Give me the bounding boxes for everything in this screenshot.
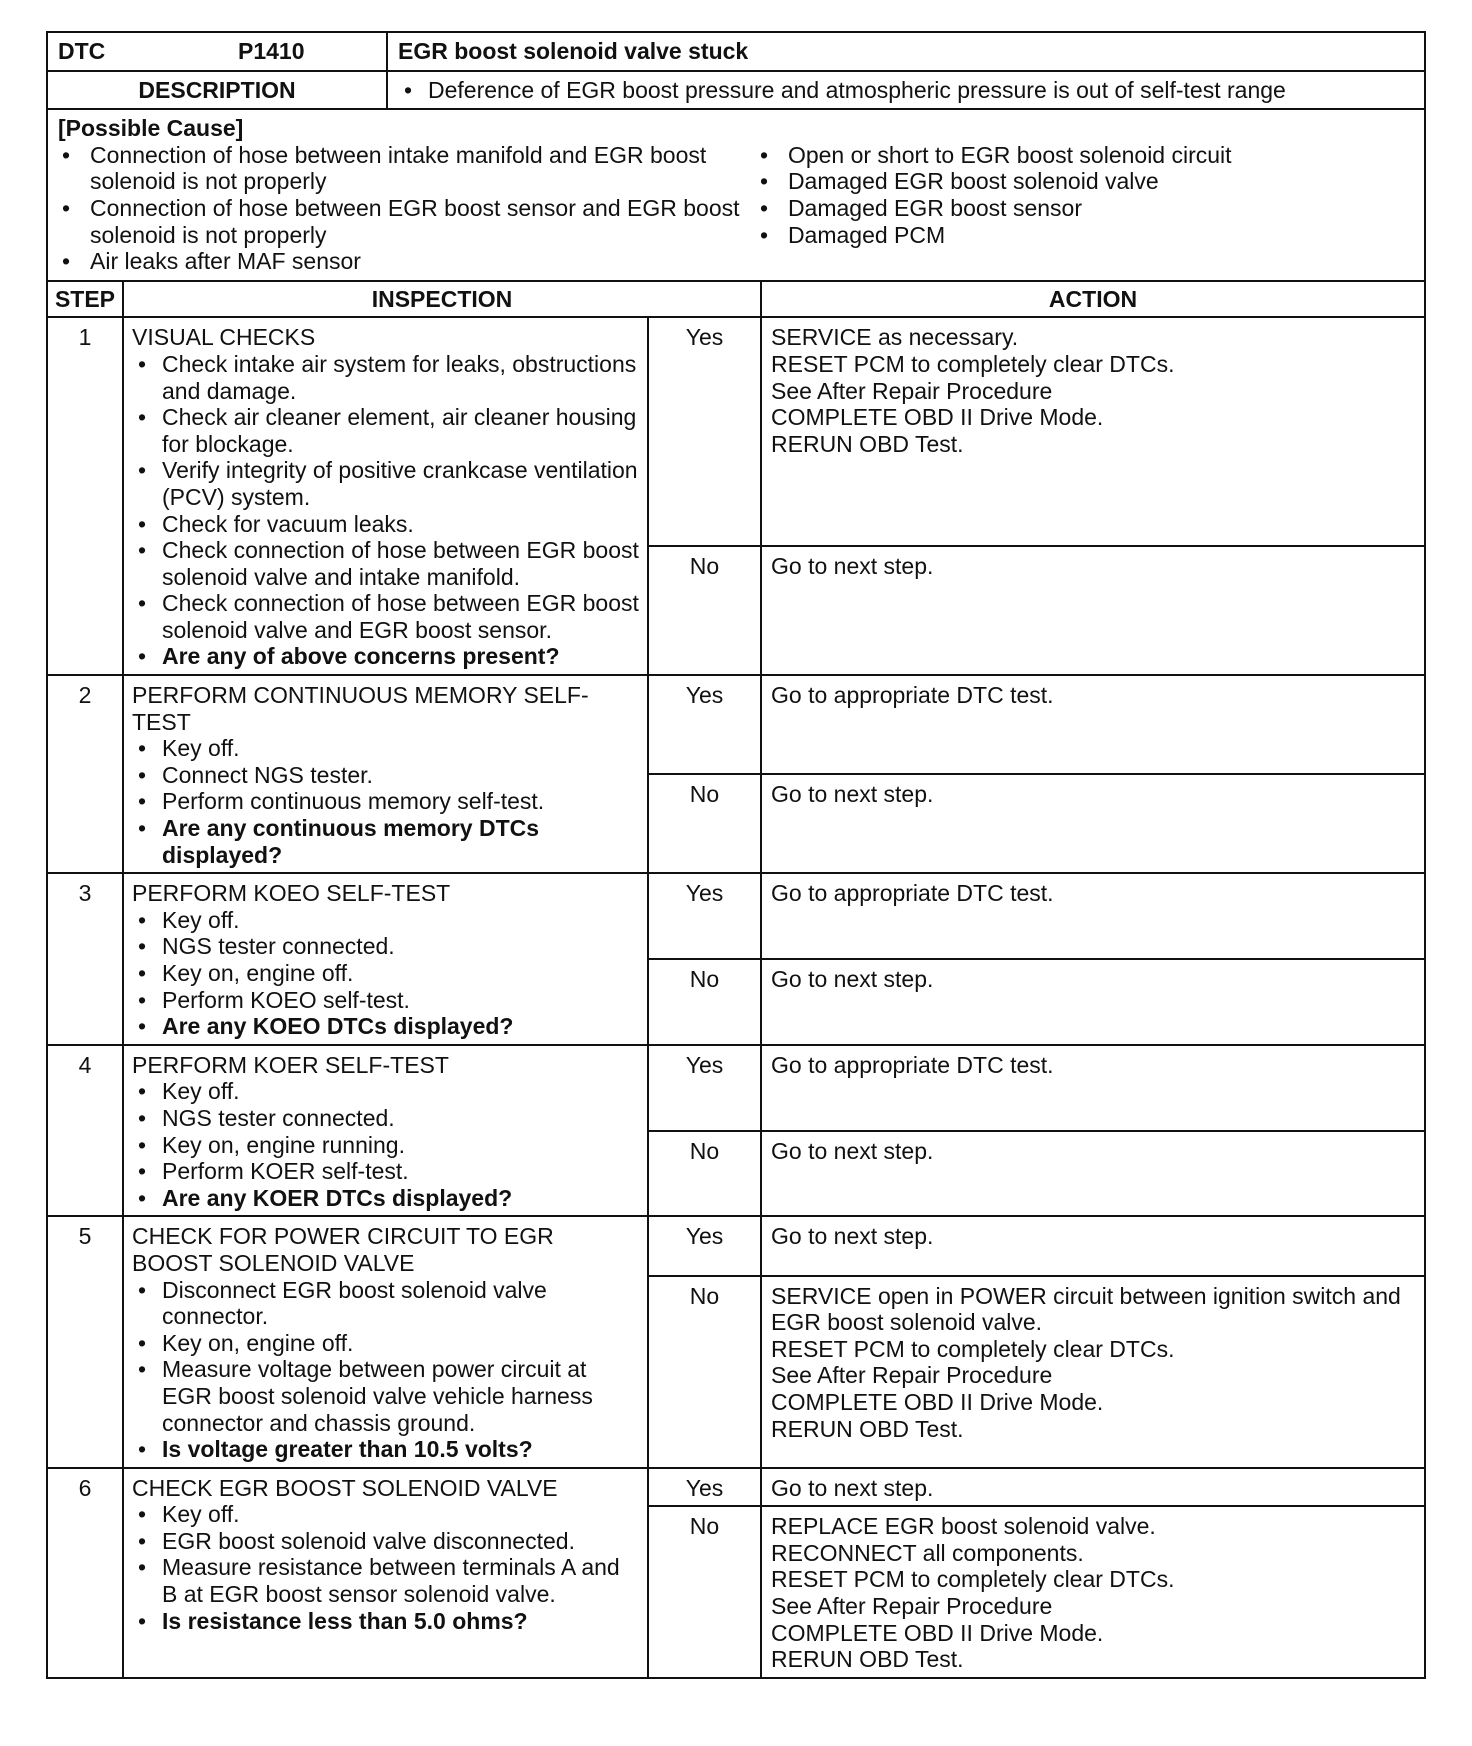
step-check-item: • EGR boost solenoid valve disconnected. [132,1528,639,1555]
step-row [47,675,1425,774]
dtc-header-table [46,31,1426,282]
yes-label: Yes [648,1216,761,1275]
action-line: RERUN OBD Test. [771,1646,964,1673]
possible-cause-item: • Air leaks after MAF sensor [58,248,756,275]
action-line: Go to next step. [771,552,934,579]
no-action [761,1131,1425,1217]
no-label: No [648,1506,761,1678]
no-action [761,546,1425,676]
step-check-item: • Connect NGS tester. [132,762,639,789]
dtc-label: DTC [58,38,106,64]
step-check-item: • Key off. [132,907,639,934]
step-title: PERFORM CONTINUOUS MEMORY SELF-TEST [132,682,589,735]
action-line: REPLACE EGR boost solenoid valve. [771,1513,1156,1540]
no-label: No [648,959,761,1045]
action-line: SERVICE as necessary. [771,324,1019,351]
action-line: Go to next step. [771,781,934,808]
action-line: Go to next step. [771,1474,934,1501]
step-check-item: • Perform KOEO self-test. [132,987,639,1014]
dtc-cell [47,32,387,71]
step-check-item: • Key on, engine running. [132,1132,639,1159]
possible-cause-item: • Open or short to EGR boost solenoid circuit [756,142,1414,169]
action-line: RESET PCM to completely clear DTCs. [771,350,1175,377]
action-line: See After Repair Procedure [771,377,1053,404]
yes-label: Yes [648,1045,761,1131]
step-row [47,1468,1425,1507]
step-question: • Are any of above concerns present? [132,643,639,670]
possible-cause-item: • Damaged PCM [756,222,1414,249]
action-line: Go to appropriate DTC test. [771,682,1054,709]
step-inspection [123,317,648,675]
step-check-list [132,351,639,670]
step-inspection [123,1216,648,1467]
action-line: Go to appropriate DTC test. [771,880,1054,907]
description-text: • Deference of EGR boost pressure and atmospheric pressure is out of self-test range [398,77,1414,104]
description-label: DESCRIPTION [47,71,387,110]
inspection-table [46,280,1426,1679]
no-label: No [648,774,761,873]
step-title: PERFORM KOER SELF-TEST [132,1051,449,1078]
yes-label: Yes [648,675,761,774]
step-check-item: • NGS tester connected. [132,933,639,960]
possible-cause-right-list [756,142,1414,275]
dtc-procedure-page [46,31,1426,1679]
step-check-item: • Verify integrity of positive crankcase ventilation (PCV) system. [132,457,639,510]
possible-cause-row [47,109,1425,281]
step-inspection [123,1468,648,1678]
step-check-item: • Key on, engine off. [132,960,639,987]
possible-cause-title: [Possible Cause] [58,115,244,142]
action-line: RESET PCM to completely clear DTCs. [771,1335,1175,1362]
no-label: No [648,1276,761,1468]
step-check-item: • Check intake air system for leaks, obstructions and damage. [132,351,639,404]
step-check-item: • Key off. [132,1501,639,1528]
step-title: CHECK FOR POWER CIRCUIT TO EGR BOOST SOLENOID VALVE [132,1223,554,1276]
no-action [761,774,1425,873]
step-inspection [123,1045,648,1217]
step-check-item: • Check connection of hose between EGR boost solenoid valve and intake manifold. [132,537,639,590]
yes-label: Yes [648,1468,761,1507]
step-number: 4 [47,1045,123,1217]
step-check-list [132,1078,639,1211]
step-check-list [132,735,639,868]
step-title: VISUAL CHECKS [132,324,316,351]
yes-action [761,1216,1425,1275]
description-cell [387,71,1425,110]
inspection-column-header: INSPECTION [123,281,761,318]
step-question: • Are any KOER DTCs displayed? [132,1185,639,1212]
no-action [761,959,1425,1045]
action-line: Go to next step. [771,1137,934,1164]
step-number: 2 [47,675,123,873]
step-question: • Are any KOEO DTCs displayed? [132,1013,639,1040]
step-check-item: • Perform KOER self-test. [132,1158,639,1185]
step-check-item: • Check connection of hose between EGR boost solenoid valve and EGR boost sensor. [132,590,639,643]
step-number: 6 [47,1468,123,1678]
step-number: 3 [47,873,123,1045]
dtc-row [47,32,1425,71]
action-line: Go to next step. [771,966,934,992]
dtc-code: P1410 [238,38,305,64]
action-line: See After Repair Procedure [771,1362,1053,1389]
possible-cause-item: • Damaged EGR boost solenoid valve [756,168,1414,195]
step-inspection [123,873,648,1045]
action-line: COMPLETE OBD II Drive Mode. [771,1389,1104,1416]
no-label: No [648,546,761,676]
dtc-title: EGR boost solenoid valve stuck [387,32,1425,71]
step-row [47,873,1425,959]
step-row [47,317,1425,545]
possible-cause-item: • Damaged EGR boost sensor [756,195,1414,222]
action-line: RECONNECT all components. [771,1539,1084,1566]
step-check-item: • Key off. [132,1078,639,1105]
yes-label: Yes [648,873,761,959]
step-question: • Is voltage greater than 10.5 volts? [132,1436,639,1463]
step-inspection [123,675,648,873]
step-check-item: • Check air cleaner element, air cleaner housing for blockage. [132,404,639,457]
no-action [761,1276,1425,1468]
step-check-item: • Disconnect EGR boost solenoid valve connector. [132,1277,639,1330]
yes-action [761,873,1425,959]
action-line: RERUN OBD Test. [771,1415,964,1442]
step-check-item: • Check for vacuum leaks. [132,511,639,538]
action-column-header: ACTION [761,281,1425,318]
action-line: SERVICE open in POWER circuit between ignition switch and EGR boost solenoid valve. [771,1282,1401,1336]
action-line: See After Repair Procedure [771,1593,1053,1620]
step-question: • Is resistance less than 5.0 ohms? [132,1608,639,1635]
yes-label: Yes [648,317,761,545]
step-check-item: • NGS tester connected. [132,1105,639,1132]
step-check-item: • Perform continuous memory self-test. [132,788,639,815]
yes-action [761,317,1425,545]
possible-cause-section [47,109,1425,281]
action-line: RESET PCM to completely clear DTCs. [771,1566,1175,1593]
step-check-item: • Measure voltage between power circuit at EGR boost solenoid valve vehicle harness connector and chassis ground. [132,1356,639,1436]
action-line: Go to next step. [771,1223,934,1250]
step-check-list [132,1501,639,1634]
description-row [47,71,1425,110]
step-number: 1 [47,317,123,675]
step-row [47,1216,1425,1275]
action-line: COMPLETE OBD II Drive Mode. [771,404,1104,431]
step-check-item: • Key on, engine off. [132,1330,639,1357]
step-question: • Are any continuous memory DTCs displayed? [132,815,639,868]
action-line: Go to appropriate DTC test. [771,1051,1054,1078]
yes-action [761,1045,1425,1131]
step-check-list [132,907,639,1040]
column-header-row [47,281,1425,318]
action-line: RERUN OBD Test. [771,430,964,457]
no-label: No [648,1131,761,1217]
step-check-item: • Measure resistance between terminals A and B at EGR boost sensor solenoid valve. [132,1554,639,1607]
step-column-header: STEP [47,281,123,318]
step-title: CHECK EGR BOOST SOLENOID VALVE [132,1474,558,1501]
step-number: 5 [47,1216,123,1467]
yes-action [761,675,1425,774]
yes-action [761,1468,1425,1507]
possible-cause-item: • Connection of hose between intake manifold and EGR boost solenoid is not properly [58,142,756,195]
step-row [47,1045,1425,1131]
possible-cause-item: • Connection of hose between EGR boost sensor and EGR boost solenoid is not properly [58,195,756,248]
action-line: COMPLETE OBD II Drive Mode. [771,1619,1104,1646]
step-check-item: • Key off. [132,735,639,762]
no-action [761,1506,1425,1678]
step-title: PERFORM KOEO SELF-TEST [132,880,451,907]
possible-cause-left-list [58,142,756,275]
step-check-list [132,1277,639,1463]
